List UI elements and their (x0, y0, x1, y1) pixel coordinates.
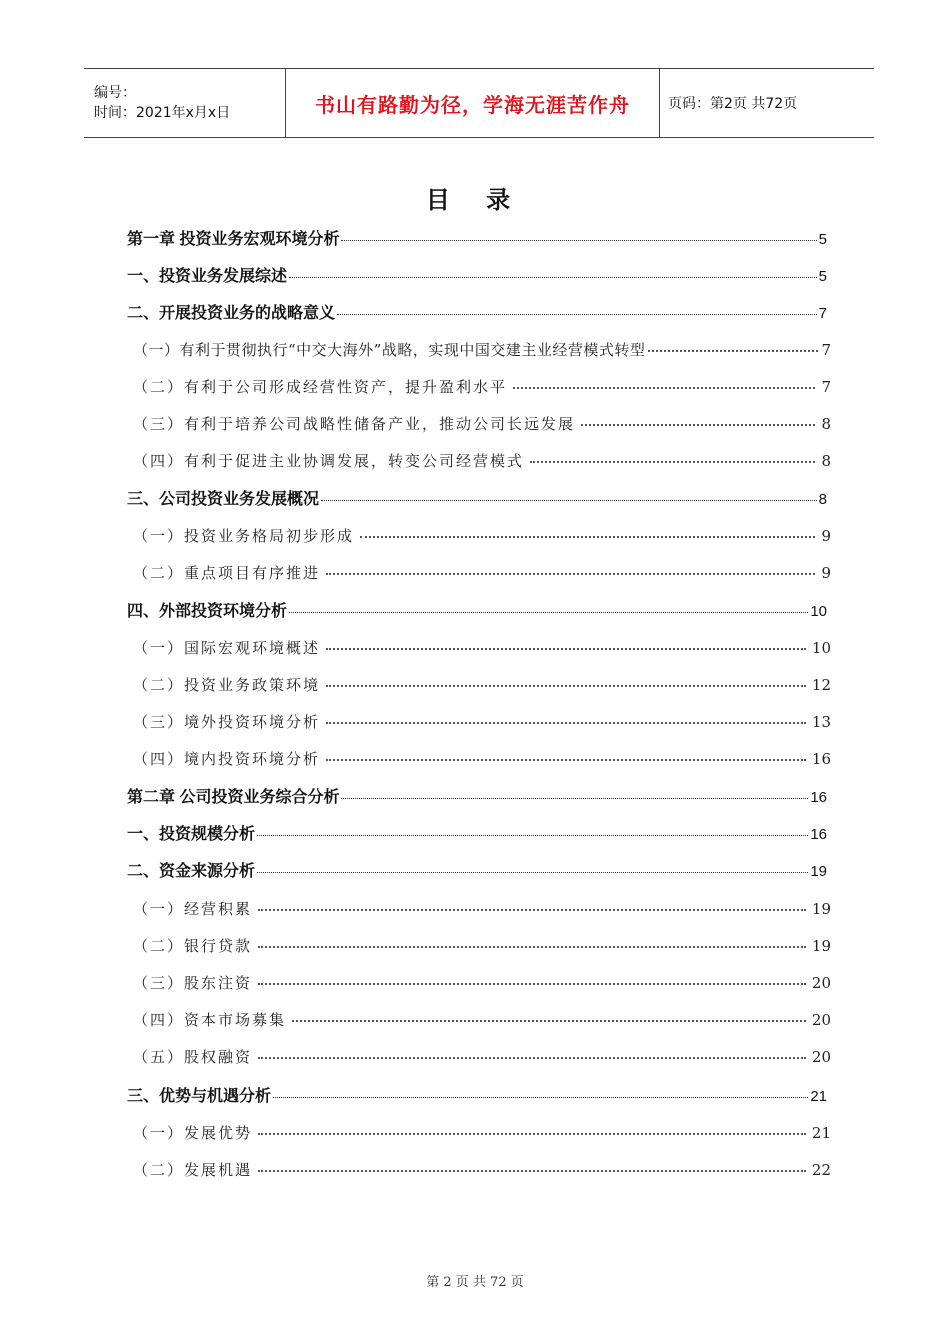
toc-entry-sub[interactable] (133, 898, 831, 919)
toc-entry-page: 9 (821, 564, 831, 582)
toc-entry-sub[interactable] (133, 637, 831, 658)
toc-entry-page: 16 (810, 789, 827, 806)
toc-entry-page: 20 (811, 1011, 831, 1029)
dot-leader (289, 277, 817, 278)
toc-entry-label: （二）发展机遇 (133, 1161, 253, 1179)
toc-entry-page: 8 (821, 415, 831, 433)
toc-entry-page: 5 (818, 231, 827, 248)
toc-entry[interactable] (127, 300, 827, 323)
toc-entry-label: 第二章 公司投资业务综合分析 (127, 789, 340, 806)
dot-leader (258, 946, 806, 948)
toc-entry-page: 10 (810, 603, 827, 620)
toc-entry-page: 12 (811, 676, 831, 694)
toc-entry-label: 第一章 投资业务宏观环境分析 (127, 231, 340, 248)
toc-entry-label: （一）国际宏观环境概述 (133, 639, 321, 657)
toc-entry-page: 16 (810, 826, 827, 843)
toc-entry-label: （二）有利于公司形成经营性资产，提升盈利水平 (133, 378, 508, 396)
toc-entry-page: 22 (811, 1161, 831, 1179)
dot-leader (292, 1020, 806, 1022)
toc-entry-page: 19 (811, 900, 831, 918)
dot-leader (648, 350, 818, 352)
dot-leader (257, 835, 808, 836)
dot-leader (530, 461, 815, 463)
toc-entry-page: 8 (821, 452, 831, 470)
toc-entry-page: 8 (818, 491, 827, 508)
toc-entry-sub[interactable] (133, 1122, 831, 1143)
toc-entry-page: 21 (811, 1124, 831, 1142)
toc-title: 目 录 (425, 186, 525, 214)
toc-entry-sub[interactable] (133, 1046, 831, 1067)
toc-entry-page: 7 (821, 378, 831, 396)
time-label: 时间：2021年x月x日 (94, 105, 231, 121)
toc-entry-label: 一、投资业务发展综述 (127, 268, 288, 285)
toc-entry-page: 20 (811, 1048, 831, 1066)
dot-leader (258, 1133, 806, 1135)
dot-leader (341, 240, 816, 241)
toc-entry-label: 二、资金来源分析 (127, 863, 256, 880)
toc-entry[interactable] (127, 598, 827, 621)
toc-entry[interactable] (127, 486, 827, 509)
toc-entry-page: 9 (821, 527, 831, 545)
toc-entry-page: 5 (818, 268, 827, 285)
dot-leader (326, 685, 806, 687)
document-header (84, 68, 874, 138)
dot-leader (360, 536, 815, 538)
dot-leader (321, 500, 817, 501)
toc-entry-label: （四）境内投资环境分析 (133, 750, 321, 768)
toc-entry-label: 一、投资规模分析 (127, 826, 256, 843)
toc-entry-sub[interactable] (133, 674, 831, 695)
toc-entry-sub[interactable] (133, 525, 831, 546)
toc-entry[interactable] (127, 1083, 827, 1106)
toc-entry-label: （一）有利于贯彻执行“中交大海外”战略，实现中国交建主业经营模式转型 (133, 341, 646, 359)
dot-leader (326, 722, 806, 724)
toc-entry-label: （一）发展优势 (133, 1124, 253, 1142)
dot-leader (289, 612, 808, 613)
dot-leader (258, 1057, 806, 1059)
toc-entry-label: （二）投资业务政策环境 (133, 676, 321, 694)
toc-entry-sub[interactable] (133, 1009, 831, 1030)
toc-entry-page: 13 (811, 713, 831, 731)
dot-leader (326, 759, 806, 761)
dot-leader (326, 648, 806, 650)
header-page-cell (660, 69, 874, 137)
toc-entry-sub[interactable] (133, 1159, 831, 1180)
toc-entry-label: （一）投资业务格局初步形成 (133, 527, 355, 545)
toc-entry-page: 10 (811, 639, 831, 657)
toc-entry-sub[interactable] (133, 711, 831, 732)
dot-leader (513, 387, 815, 389)
toc-entry-sub[interactable] (133, 413, 831, 434)
toc-entry-page: 7 (818, 305, 827, 322)
toc-entry-chapter-1[interactable] (127, 226, 827, 249)
dot-leader (258, 983, 806, 985)
toc-entry-sub[interactable] (133, 562, 831, 583)
toc-entry-page: 21 (810, 1088, 827, 1105)
toc-entry-page: 20 (811, 974, 831, 992)
toc-entry-sub[interactable] (133, 748, 831, 769)
toc-entry-sub[interactable] (133, 339, 831, 360)
dot-leader (257, 872, 808, 873)
toc-entry[interactable] (127, 263, 827, 286)
toc-entry[interactable] (127, 858, 827, 881)
toc-entry-label: 三、公司投资业务发展概况 (127, 491, 320, 508)
toc-entry-label: （五）股权融资 (133, 1048, 253, 1066)
dot-leader (273, 1097, 808, 1098)
toc-entry-label: （四）资本市场募集 (133, 1011, 287, 1029)
toc-entry-sub[interactable] (133, 972, 831, 993)
toc-entry-label: （二）重点项目有序推进 (133, 564, 321, 582)
toc-entry-label: （四）有利于促进主业协调发展，转变公司经营模式 (133, 452, 525, 470)
header-motto-cell (286, 69, 660, 137)
toc-entry-label: （三）有利于培养公司战略性储备产业，推动公司长远发展 (133, 415, 576, 433)
toc-entry-label: （三）股东注资 (133, 974, 253, 992)
dot-leader (341, 798, 808, 799)
toc-entry[interactable] (127, 821, 827, 844)
toc-entry-chapter-2[interactable] (127, 784, 827, 807)
dot-leader (258, 1170, 806, 1172)
toc-entry-label: 二、开展投资业务的战略意义 (127, 305, 336, 322)
toc-entry-page: 19 (811, 937, 831, 955)
toc-entry-sub[interactable] (133, 376, 831, 397)
toc-entry-page: 7 (821, 341, 831, 359)
toc-entry-page: 19 (810, 863, 827, 880)
dot-leader (337, 314, 817, 315)
dot-leader (326, 573, 815, 575)
number-label: 编号： (94, 85, 136, 101)
header-page-label: 页码：第2页 共72页 (668, 96, 798, 112)
toc-entry-label: （三）境外投资环境分析 (133, 713, 321, 731)
toc-entry-page: 16 (811, 750, 831, 768)
toc-entry-label: （二）银行贷款 (133, 937, 253, 955)
header-info-cell (84, 69, 286, 137)
toc-entry-label: （一）经营积累 (133, 900, 253, 918)
page-footer: 第 2 页 共 72 页 (426, 1275, 524, 1290)
toc-entry-sub[interactable] (133, 935, 831, 956)
toc-entry-sub[interactable] (133, 450, 831, 471)
dot-leader (581, 424, 815, 426)
toc-entry-label: 四、外部投资环境分析 (127, 603, 288, 620)
toc-entry-label: 三、优势与机遇分析 (127, 1088, 272, 1105)
motto-text: 书山有路勤为径，学海无涯苦作舟 (315, 92, 630, 117)
dot-leader (258, 909, 806, 911)
